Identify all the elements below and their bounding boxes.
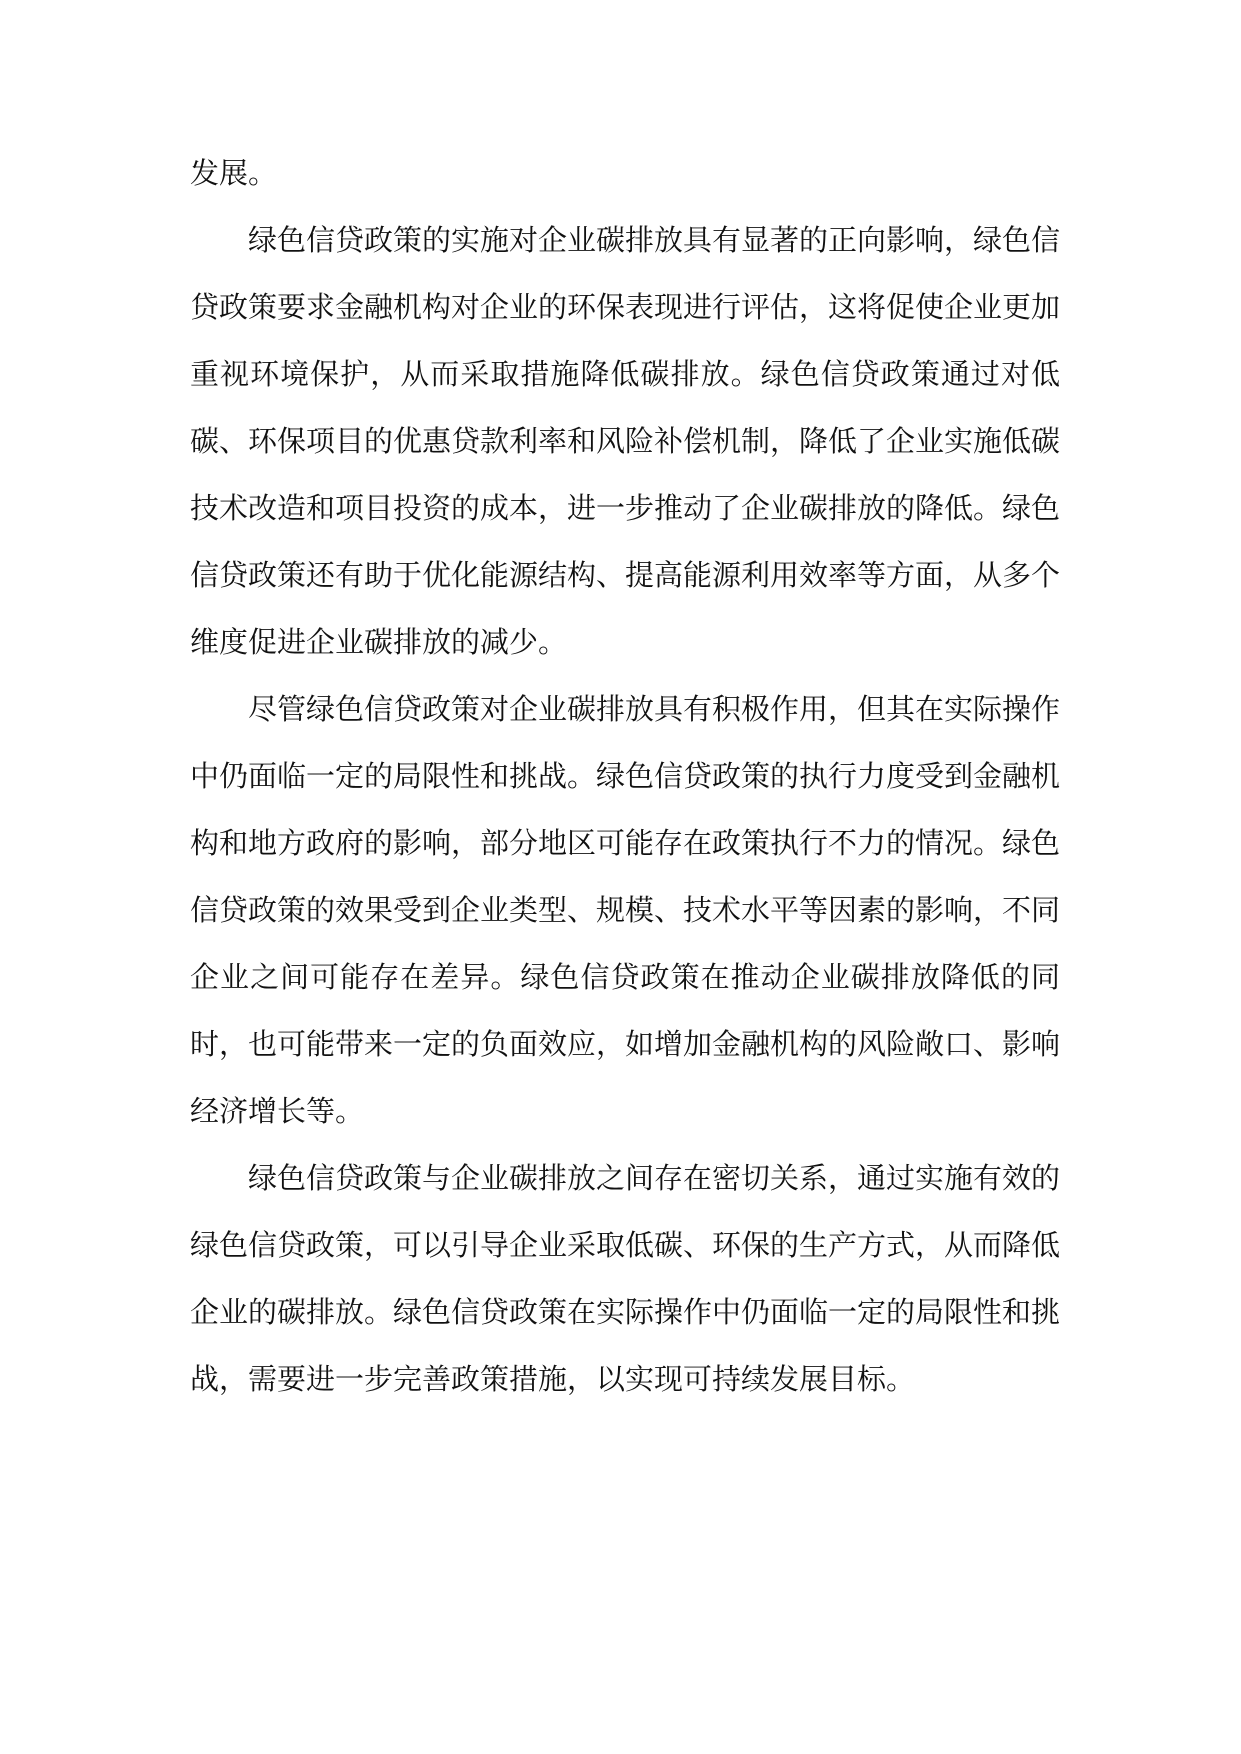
paragraph-limitations-challenges: 尽管绿色信贷政策对企业碳排放具有积极作用，但其在实际操作中仍面临一定的局限性和挑战。绿色信贷政策的执行力度受到金融机构和地方政府的影响，部分地区可能存在政策执行不力的情况。绿色信贷政策的效果受到企业类型、规模、技术水平等因素的影响，不同企业之间可能存在差异。绿色信贷政策在推动企业碳排放降低的同时，也可能带来一定的负面效应，如增加金融机构的风险敞口、影响经济增长等。 [190,692,1061,1128]
paragraph-conclusion: 绿色信贷政策与企业碳排放之间存在密切关系，通过实施有效的绿色信贷政策，可以引导企业采取低碳、环保的生产方式，从而降低企业的碳排放。绿色信贷政策在实际操作中仍面临一定的局限性和挑战，需要进一步完善政策措施，以实现可持续发展目标。 [190,1161,1061,1396]
paragraph-continuation: 发展。 [190,156,278,190]
paragraph-green-credit-impact: 绿色信贷政策的实施对企业碳排放具有显著的正向影响，绿色信贷政策要求金融机构对企业的环保表现进行评估，这将促使企业更加重视环境保护，从而采取措施降低碳排放。绿色信贷政策通过对低碳、环保项目的优惠贷款利率和风险补偿机制，降低了企业实施低碳技术改造和项目投资的成本，进一步推动了企业碳排放的降低。绿色信贷政策还有助于优化能源结构、提高能源利用效率等方面，从多个维度促进企业碳排放的减少。 [190,223,1061,659]
document-body [190,140,1060,1413]
